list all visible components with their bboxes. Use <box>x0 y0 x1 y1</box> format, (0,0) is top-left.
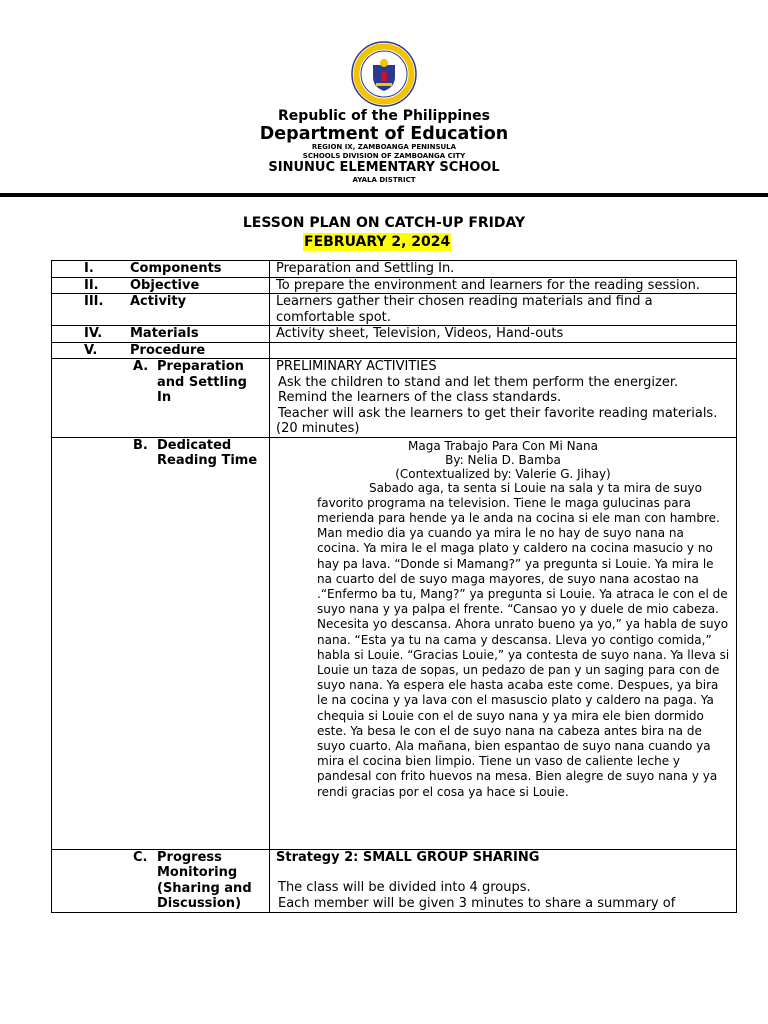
step-a-content <box>270 359 737 438</box>
step-heading: PRELIMINARY ACTIVITIES <box>276 359 437 374</box>
division-line: SCHOOLS DIVISION OF ZAMBOANGA CITY <box>302 152 466 160</box>
row-number: I. <box>84 261 94 276</box>
table-row <box>52 359 737 438</box>
step-label: Dedicated Reading Time <box>157 437 258 468</box>
table-row <box>52 326 737 343</box>
story-text: Sabado aga, ta senta si Louie na sala y ta mira de suyo favorito programa na television. Tiene le maga gulucinas para merienda para hende ya le anda na cocina si ele man con hambre. Man medio dia ya cuando ya mira le no hay de suyo nana na cocina. Ya mira le el maga plato y caldero na cocina masucio y no hay pa lava. “Donde si Mamang?” ya pregunta si Louie. Ya mira le na cuarto del de suyo maga mayores, de suyo nana acostao na .“Enfermo ba tu, Mang?” ya pregunta si Louie. Ya atraca le con el de suyo nana y ya palpa el frente. “Cansao yo y duele de mio cabeza. Necesita yo descansa. Ahora unrato bueno ya yo,” ya habla de suyo nana. “Esta ya tu na cama y descansa. Lleva yo contigo comida,” habla si Louie. “Gracias Louie,” ya contesta de suyo nana. Ya lleva si Louie un taza de sopas, un pedazo de pan y un saging para con de suyo nana. Ya espera ele hasta acaba este come. Despues, ya bira le na cocina y ya lava con el masuscio plato y caldero na paga. Ya chequia si Louie con el de suyo nana y ya mira ele bien dormido este. Ya besa le con el de suyo nana na cabeza antes bira na de suyo cuarto. Ala mañana, bien espantao de suyo nana cuando ya mira el cocina bien limpio. Tiene un vaso de caliente leche y pandesal con frito huevos na mesa. Bien alegre de suyo nana y ya rendi gracias por el cosa ya hace si Louie. <box>317 480 730 799</box>
materials-value: Activity sheet, Television, Videos, Hand-outs <box>270 326 737 343</box>
step-letter: B. <box>133 437 148 453</box>
row-label: Procedure <box>130 342 206 358</box>
row-number: II. <box>84 277 99 293</box>
lesson-plan-table <box>51 260 737 913</box>
row-label: Components <box>130 261 222 276</box>
table-row <box>52 261 737 278</box>
lesson-date: FEBRUARY 2, 2024 <box>304 234 451 250</box>
list-item: Teacher will ask the learners to get their favorite reading materials.(20 minutes) <box>276 405 718 436</box>
school-name: SINUNUC ELEMENTARY SCHOOL <box>268 160 500 175</box>
step-label: Preparation and Settling In <box>157 359 247 405</box>
table-row <box>52 437 737 849</box>
header-divider <box>0 193 768 197</box>
step-b-content <box>270 437 737 849</box>
procedure-value <box>270 342 737 359</box>
row-number: IV. <box>84 326 103 341</box>
row-label: Materials <box>130 326 199 341</box>
republic-heading: Republic of the Philippines <box>278 108 490 124</box>
table-row <box>52 294 737 326</box>
step-heading: Strategy 2: SMALL GROUP SHARING <box>276 849 540 865</box>
story-contextualizer: (Contextualized by: Valerie G. Jihay) <box>395 466 611 481</box>
step-letter: A. <box>133 359 149 374</box>
components-value: Preparation and Settling In. <box>270 261 737 278</box>
row-number: V. <box>84 342 98 358</box>
objective-value: To prepare the environment and learners for the reading session. <box>270 277 737 294</box>
lesson-plan-title: LESSON PLAN ON CATCH-UP FRIDAY <box>242 215 526 231</box>
step-c-content <box>270 849 737 912</box>
story-title: Maga Trabajo Para Con Mi Nana <box>408 438 598 453</box>
row-label: Activity <box>130 294 187 309</box>
table-row <box>52 342 737 359</box>
step-letter: C. <box>133 849 148 865</box>
deped-seal-logo <box>351 41 417 107</box>
department-heading: Department of Education <box>259 124 509 144</box>
list-item: Ask the children to stand and let them perform the energizer. <box>278 374 679 390</box>
step-label: Progress Monitoring (Sharing and Discussion) <box>157 849 252 911</box>
region-line: REGION IX, ZAMBOANGA PENINSULA <box>311 143 457 151</box>
district-line: AYALA DISTRICT <box>352 176 416 184</box>
list-item: The class will be divided into 4 groups. <box>278 880 531 895</box>
table-row <box>52 277 737 294</box>
story-author: By: Nelia D. Bamba <box>445 452 561 467</box>
row-label: Objective <box>130 277 200 293</box>
activity-value: Learners gather their chosen reading materials and find a comfortable spot. <box>270 294 737 326</box>
table-row <box>52 849 737 912</box>
list-item: Each member will be given 3 minutes to share a summary of <box>278 895 676 911</box>
row-number: III. <box>84 294 104 309</box>
list-item: Remind the learners of the class standards. <box>278 390 562 405</box>
